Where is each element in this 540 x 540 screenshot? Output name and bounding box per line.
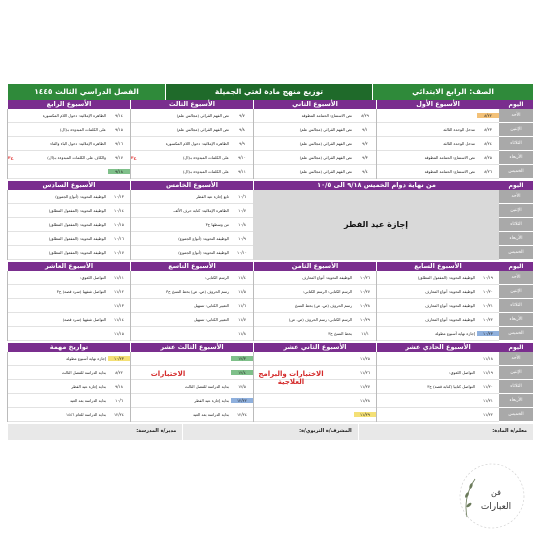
lesson-row — [254, 408, 376, 422]
lesson-date: ١٠/٢٧ — [360, 288, 370, 294]
lesson-date: ٩/١١ — [238, 168, 246, 174]
lesson-date: ١١/٤ — [238, 274, 246, 280]
week-title: الأسبوع العاشر — [7, 262, 130, 271]
lesson-text: نص الاستماع: الحمامة المطوقة — [301, 112, 352, 118]
lesson-date: ١٠/٧ — [238, 207, 246, 213]
lesson-date: ١٢/٢٤ — [237, 411, 247, 417]
lesson-date: ١١/٢١ — [483, 397, 493, 403]
lesson-row — [254, 109, 376, 123]
week-column — [7, 352, 130, 422]
lesson-text: نص الفهم القرائي (مجالس علم) — [299, 168, 352, 174]
lesson-text: إجازة نهاية أسبوع مطولة — [66, 355, 106, 361]
lesson-date: ١١/١٩ — [483, 369, 493, 375]
lesson-text: الوظيفة النحوية: (المفعول المطلق) — [48, 249, 106, 255]
week-column — [7, 190, 130, 260]
lesson-row — [8, 327, 130, 341]
week-title: الأسبوع الثاني عشر — [253, 343, 376, 352]
lesson-row — [8, 352, 130, 366]
week-title: الأسبوع الحادي عشر — [376, 343, 499, 352]
holiday-banner: من نهاية دوام الخميس ٩/١٨ الى ١٠/٥ — [253, 181, 499, 190]
lesson-date: ٩/١٦ — [115, 140, 123, 146]
lesson-text: بداية إجازة عيد الفطر — [71, 383, 106, 389]
lesson-row — [254, 394, 376, 408]
week-column — [130, 109, 253, 179]
lesson-date: ٨/٢٩ — [361, 112, 369, 118]
lesson-row — [8, 109, 130, 123]
lesson-row — [8, 408, 130, 422]
day-label: الإثنين — [499, 123, 533, 137]
lesson-date: ١٠/٦ — [238, 193, 246, 199]
lesson-text: على الكلمات المبدوءة بـ(ال) — [59, 126, 106, 132]
lesson-date: ١٠/٢١ — [483, 302, 493, 308]
lesson-date: ١١/١٣ — [114, 302, 124, 308]
lesson-date: ١٠/٦ — [115, 397, 123, 403]
days-column — [499, 271, 533, 341]
day-label: الثلاثاء — [499, 299, 533, 313]
day-label: الخميس — [499, 165, 533, 179]
lesson-date: ١٠/٢٨ — [360, 302, 370, 308]
signature-footer — [7, 424, 533, 440]
lesson-row — [8, 190, 130, 204]
teacher-field: معلم/ة المادة: — [358, 424, 533, 440]
lesson-row — [377, 366, 499, 380]
week-column — [130, 190, 253, 260]
lesson-date: ١١/٦ — [238, 302, 246, 308]
lesson-text: رسم الحروف (ص، ض) بخط النسخ ح٣ — [166, 288, 229, 294]
lesson-text: التعبير الكتابي: تسهيل — [193, 316, 229, 322]
lesson-row — [377, 123, 499, 137]
lesson-text: بداية الدراسة للفصل الثالث — [61, 369, 106, 375]
week-block-3 — [7, 262, 533, 341]
lesson-text: نص الفهم القرائي (مجالس علم) — [299, 140, 352, 146]
lesson-date: ١١/٨ — [238, 330, 246, 336]
lesson-date: ٩/١٥ — [115, 126, 123, 132]
lesson-text: الوظيفة النحوية: (أنواع الجموع) — [55, 193, 106, 199]
lesson-date: ١٢/٥ — [238, 383, 246, 389]
lesson-row — [8, 232, 130, 246]
lesson-text: الوظيفة النحوية: (أنواع الجموع) — [178, 235, 229, 241]
day-label: الأحد — [499, 190, 533, 204]
lesson-row — [254, 327, 376, 341]
lesson-row — [131, 165, 253, 179]
lesson-row — [254, 313, 376, 327]
lesson-text: والكاف على الكلمات المبدوءة بـ(ال) — [47, 154, 106, 160]
lesson-row — [131, 408, 253, 422]
lesson-row — [131, 285, 253, 299]
lesson-text: الظاهرة الإملائية: دخول اللام المكسورة — [165, 140, 229, 146]
lesson-date: ٩/٨ — [239, 126, 245, 132]
day-label: الأربعاء — [499, 151, 533, 165]
lesson-date: ١٠/٢٠ — [483, 288, 493, 294]
lesson-date: ٨/٢٤ — [484, 140, 492, 146]
lesson-row — [131, 190, 253, 204]
lesson-date: ١٠/١٥ — [114, 221, 124, 227]
lesson-date: ١١/١٨ — [483, 355, 493, 361]
lesson-date: ١١/١ — [361, 330, 369, 336]
day-label: الخميس — [499, 246, 533, 260]
day-label: الأحد — [499, 271, 533, 285]
lesson-date: ١١/٢٥ — [360, 355, 370, 361]
lesson-text: من وسطها ح٣ — [205, 221, 229, 227]
lesson-date: ٨/٢٦ — [484, 168, 492, 174]
lesson-date: ٩/١٨ — [108, 169, 130, 174]
week-title: الأسبوع الثامن — [253, 262, 376, 271]
lesson-text: التعبير الكتابي: تسهيل — [193, 302, 229, 308]
lesson-row — [131, 299, 253, 313]
lesson-date: ١١/١٢ — [114, 288, 124, 294]
lesson-date: ١١/١٥ — [114, 330, 124, 336]
week-column — [376, 352, 499, 422]
homework-mark: ح٣ — [8, 154, 14, 160]
day-label: الأحد — [499, 352, 533, 366]
lesson-date: ١٠/٢٣ — [477, 331, 499, 336]
lesson-row — [254, 151, 376, 165]
week-title: الأسبوع الثالث — [130, 100, 253, 109]
lesson-text: بداية إجازة عيد الفطر — [194, 397, 229, 403]
lesson-date: ١٠/١٦ — [114, 235, 124, 241]
lesson-row — [131, 313, 253, 327]
lesson-row — [131, 109, 253, 123]
lesson-date: ١١/٢٠ — [483, 383, 493, 389]
logo-text-top: فن — [491, 488, 501, 497]
principal-field: مدير/ة المدرسة: — [7, 424, 182, 440]
lesson-date: ١٠/١٠ — [237, 249, 247, 255]
lesson-date: ١١/٢٧ — [360, 383, 370, 389]
day-label: الإثنين — [499, 285, 533, 299]
lesson-date: ٩/١٠ — [238, 154, 246, 160]
lesson-row — [377, 408, 499, 422]
lesson-text: على الكلمات المبدوءة بـ(ال) — [182, 168, 229, 174]
lesson-row — [254, 285, 376, 299]
lesson-text: الرسم الكتابي: الرسم الكتابي: — [302, 288, 352, 294]
week-title: الأسبوع السادس — [7, 181, 130, 190]
sheet-title: توزيع منهج مادة لغتي الجميلة — [165, 84, 372, 100]
lesson-row — [8, 123, 130, 137]
lesson-row — [254, 271, 376, 285]
logo — [453, 457, 531, 535]
lesson-text: التواصل شفهيا (سرد قصة) ح٣ — [56, 288, 106, 294]
lesson-date: ١١/٢٦ — [360, 369, 370, 375]
week-title: الأسبوع التاسع — [130, 262, 253, 271]
week-column — [130, 271, 253, 341]
lesson-text: الرسم الكتابي: — [205, 274, 229, 280]
lesson-row — [377, 137, 499, 151]
exams-note: الاختبارات والبرامج العلاجية — [258, 370, 324, 386]
lesson-row — [254, 352, 376, 366]
lesson-text: الوظيفة النحوية: (أنواع الجموع) — [178, 249, 229, 255]
lesson-date: ١٢/٢٤ — [114, 411, 124, 417]
lesson-date: ٨/٢٥ — [484, 154, 492, 160]
lesson-row — [131, 271, 253, 285]
lesson-date: ١١/٢٢ — [483, 411, 493, 417]
lesson-row — [377, 109, 499, 123]
term-label: الفصل الدراسي الثالث ١٤٤٥ — [7, 84, 165, 100]
lesson-text: بداية الدراسة للعام ١٤٤٦ — [65, 411, 106, 417]
lesson-date: ١٠/١٧ — [114, 249, 124, 255]
lesson-row — [377, 271, 499, 285]
day-label: الإثنين — [499, 204, 533, 218]
day-label: الثلاثاء — [499, 137, 533, 151]
lesson-row — [377, 299, 499, 313]
lesson-date: ١١/٧ — [238, 316, 246, 322]
lesson-date: ١٢/٢٢ — [231, 398, 253, 403]
lesson-text: الوظيفة النحوية: أنواع المعارف — [302, 274, 352, 280]
lesson-row — [377, 394, 499, 408]
lesson-row — [131, 151, 253, 165]
day-label: الخميس — [499, 408, 533, 422]
lesson-row — [8, 218, 130, 232]
lesson-row — [131, 137, 253, 151]
lesson-row — [254, 137, 376, 151]
lesson-text: مدخل الوحدة الثالثة — [443, 140, 475, 146]
lesson-text: نص الفهم القرائي (مجالس علم) — [299, 126, 352, 132]
lesson-row — [8, 151, 130, 165]
grade-label: الصف: الرابع الابتدائي — [372, 84, 533, 100]
lesson-date: ١١/٥ — [238, 288, 246, 294]
lesson-text: الوظيفة النحوية: (المفعول المطلق) — [417, 274, 475, 280]
lesson-date: ١٠/٢٢ — [483, 316, 493, 322]
lesson-text: التواصل شفهيا (سرد قصة) — [62, 316, 106, 322]
lesson-row — [131, 327, 253, 341]
lesson-text: الوظيفة النحوية: أنواع المعارف — [425, 288, 475, 294]
week-block-2 — [7, 181, 533, 260]
lesson-date: ٩/٢ — [362, 140, 368, 146]
week-column — [7, 109, 130, 179]
lesson-row — [8, 246, 130, 260]
lesson-text: نص الاستماع: الحمامة المطوقة — [424, 154, 475, 160]
lesson-date: ٩/٤ — [362, 168, 368, 174]
supervisor-field: المشرف/ة التربوي/ة: — [182, 424, 357, 440]
lesson-text: نص الاستماع: الحمامة المطوقة — [424, 168, 475, 174]
lesson-text: الوظيفة النحوية: (المفعول المطلق) — [48, 221, 106, 227]
day-label: الثلاثاء — [499, 218, 533, 232]
lesson-text: الظاهرة الإملائية: كتابة حرف الألف — [173, 207, 229, 213]
lesson-date: ١٠/٢٣ — [108, 356, 130, 361]
lesson-text: بداية الدراسة بعد العيد — [192, 411, 229, 417]
lesson-date: ٩/٩ — [239, 140, 245, 146]
lesson-text: الوظيفة النحوية: أنواع المعارف — [425, 316, 475, 322]
week-block-1 — [7, 100, 533, 179]
week-title: الأسبوع الأول — [376, 100, 499, 109]
logo-text-bottom: العبارات — [480, 502, 512, 512]
lesson-text: الوظيفة النحوية: (المفعول المطلق) — [48, 207, 106, 213]
lesson-date: ٩/٣ — [362, 154, 368, 160]
lesson-row — [8, 313, 130, 327]
lesson-date: ١٠/١٩ — [483, 274, 493, 280]
lesson-text: الظاهرة الإملائية: دخول الباء والفاء — [50, 140, 106, 146]
lesson-date: ٩/١٤ — [115, 112, 123, 118]
lesson-row — [377, 352, 499, 366]
lesson-row — [8, 394, 130, 408]
day-label: الأربعاء — [499, 394, 533, 408]
days-column — [499, 109, 533, 179]
lesson-date: ٨/٢٢ — [115, 369, 123, 375]
lesson-row — [131, 123, 253, 137]
lesson-row — [131, 380, 253, 394]
lesson-date: ١٠/٢٦ — [360, 274, 370, 280]
day-label: الإثنين — [499, 366, 533, 380]
lesson-row — [8, 299, 130, 313]
week-column — [376, 109, 499, 179]
lesson-row — [254, 165, 376, 179]
eid-holiday-cell: إجازة عيد الفطر — [253, 190, 499, 260]
week-column — [253, 271, 376, 341]
lesson-text: التواصل كتابيا (كتابة قصة) ح٣ — [427, 383, 475, 389]
lesson-date: ٨/٢٢ — [477, 113, 499, 118]
lesson-text: الرسم الكتابي: رسم الحروف (ص، ض) — [288, 316, 352, 322]
lesson-text: بخط النسخ ح٣ — [328, 330, 352, 336]
lesson-date: ٨/٢٣ — [484, 126, 492, 132]
homework-mark: ح٣ — [131, 154, 137, 160]
week-column — [253, 109, 376, 179]
lesson-text: رسم الحروف (ص، ض) بخط النسخ — [294, 302, 352, 308]
lesson-date: ١٠/٢٩ — [360, 316, 370, 322]
lesson-date: ١٠/١٣ — [114, 193, 124, 199]
lesson-text: التواصل اللغوي: — [449, 369, 475, 375]
lesson-date: ١٠/٨ — [238, 221, 246, 227]
lesson-row — [8, 271, 130, 285]
lesson-text: إجازة نهاية أسبوع مطولة — [435, 330, 475, 336]
lesson-row — [377, 151, 499, 165]
day-label: الأحد — [499, 109, 533, 123]
lesson-text: بداية الدراسة بعد العيد — [69, 397, 106, 403]
lesson-date: ١١/١١ — [114, 274, 124, 280]
lesson-row — [377, 165, 499, 179]
lesson-row — [377, 380, 499, 394]
lesson-date: ١٠/١٤ — [114, 207, 124, 213]
week-column — [7, 271, 130, 341]
lesson-row — [131, 204, 253, 218]
lesson-date: ١٠/٩ — [238, 235, 246, 241]
day-label: الأربعاء — [499, 313, 533, 327]
lesson-text: على الكلمات المبدوءة بـ(ال) — [182, 154, 229, 160]
lesson-row — [8, 380, 130, 394]
lesson-date: ١١/٢٨ — [360, 397, 370, 403]
week-column — [130, 352, 253, 422]
lesson-row — [131, 352, 253, 366]
week-title: الأسبوع الرابع — [7, 100, 130, 109]
lesson-text: الوظيفة النحوية: أنواع المعارف — [425, 302, 475, 308]
lesson-date: ٩/١٧ — [115, 154, 123, 160]
lesson-text: الوظيفة النحوية: (المفعول المطلق) — [48, 235, 106, 241]
title-bar — [7, 84, 533, 100]
lesson-text: نص الفهم القرائي (مجالس علم) — [176, 112, 229, 118]
lesson-date: ١٢/٤ — [231, 370, 253, 375]
lesson-row — [254, 123, 376, 137]
lesson-row — [8, 165, 130, 179]
day-label: الأربعاء — [499, 232, 533, 246]
day-label: الخميس — [499, 327, 533, 341]
lesson-row — [8, 285, 130, 299]
lesson-date: ١١/١٤ — [114, 316, 124, 322]
day-label: الثلاثاء — [499, 380, 533, 394]
lesson-date: ٩/٧ — [239, 112, 245, 118]
lesson-row — [131, 218, 253, 232]
days-column — [499, 190, 533, 260]
week-column — [253, 352, 376, 422]
lesson-text: نص الفهم القرائي (مجالس علم) — [176, 126, 229, 132]
week-title: تواريخ مهمة — [7, 343, 130, 352]
lesson-row — [8, 204, 130, 218]
lesson-date: ٩/١ — [362, 126, 368, 132]
lesson-row — [131, 232, 253, 246]
week-block-4 — [7, 343, 533, 422]
days-header: اليوم — [499, 100, 533, 109]
lesson-date: ٩/١٨ — [115, 383, 123, 389]
lesson-text: بداية الدراسة للفصل الثالث — [184, 383, 229, 389]
exams-note: الاختبارات — [150, 370, 186, 378]
days-header: اليوم — [499, 262, 533, 271]
week-title: الأسبوع الثاني — [253, 100, 376, 109]
lesson-row — [8, 137, 130, 151]
week-title: الأسبوع الخامس — [130, 181, 253, 190]
lesson-text: مدخل الوحدة الثالثة — [443, 126, 475, 132]
week-title: الأسبوع السابع — [376, 262, 499, 271]
lesson-row — [377, 313, 499, 327]
curriculum-sheet — [7, 84, 533, 440]
days-header: اليوم — [499, 343, 533, 352]
days-column — [499, 352, 533, 422]
lesson-row — [254, 299, 376, 313]
lesson-row — [377, 327, 499, 341]
lesson-row — [131, 246, 253, 260]
lesson-row — [131, 394, 253, 408]
lesson-date: ١٢/٣ — [231, 356, 253, 361]
lesson-text: التواصل اللغوي: — [80, 274, 106, 280]
lesson-date: ١١/٢٩ — [354, 412, 376, 417]
lesson-row — [8, 366, 130, 380]
lesson-row — [377, 285, 499, 299]
lesson-text: نص الفهم القرائي (مجالس علم) — [299, 154, 352, 160]
week-column — [376, 271, 499, 341]
days-header: اليوم — [499, 181, 533, 190]
week-title: الأسبوع الثالث عشر — [130, 343, 253, 352]
lesson-text: تابع إجازة عيد الفطر — [196, 193, 229, 199]
lesson-text: الظاهرة الإملائية: دخول اللام المكسورة — [42, 112, 106, 118]
